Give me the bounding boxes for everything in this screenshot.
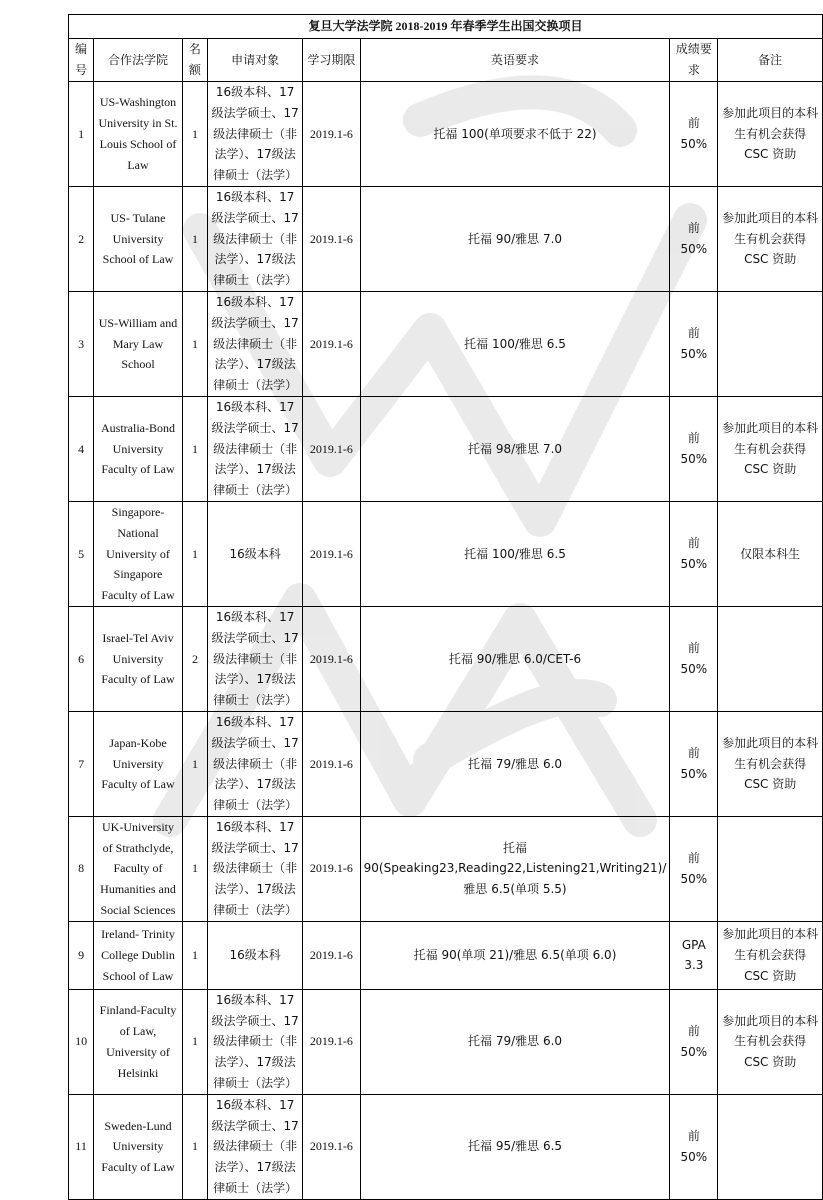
cell-english-requirement: 托福 90/雅思 7.0 xyxy=(360,186,670,291)
cell-applicants: 16级本科、17级法学硕士、17级法律硕士（非法学）、17级法律硕士（法学） xyxy=(208,1094,303,1199)
cell-note xyxy=(718,816,823,921)
cell-study-period: 2019.1-6 xyxy=(303,501,360,606)
cell-note: 仅限本科生 xyxy=(718,501,823,606)
cell-partner-school: Ireland- Trinity College Dublin School of Law xyxy=(94,921,183,989)
cell-english-requirement: 托福 90/雅思 6.0/CET-6 xyxy=(360,606,670,711)
cell-note: 参加此项目的本科生有机会获得 CSC 资助 xyxy=(718,186,823,291)
cell-english-requirement: 托福 100/雅思 6.5 xyxy=(360,501,670,606)
cell-grade-requirement: 前 50% xyxy=(670,989,718,1094)
cell-partner-school: Singapore-National University of Singapore Faculty of Law xyxy=(94,501,183,606)
cell-grade-requirement: 前 50% xyxy=(670,606,718,711)
cell-grade-requirement: 前 50% xyxy=(670,816,718,921)
cell-applicants: 16级本科、17级法学硕士、17级法律硕士（非法学）、17级法律硕士（法学） xyxy=(208,186,303,291)
table-row xyxy=(69,606,823,711)
cell-english-requirement: 托福 90(Speaking23,Reading22,Listening21,Writing21)/雅思 6.5(单项 5.5) xyxy=(360,816,670,921)
cell-note xyxy=(718,291,823,396)
cell-row-number: 2 xyxy=(69,186,94,291)
cell-partner-school: Australia-Bond University Faculty of Law xyxy=(94,396,183,501)
cell-row-number: 10 xyxy=(69,989,94,1094)
table-row xyxy=(69,186,823,291)
cell-applicants: 16级本科、17级法学硕士、17级法律硕士（非法学）、17级法律硕士（法学） xyxy=(208,711,303,816)
column-header-study-period: 学习期限 xyxy=(303,39,360,82)
column-header-number: 编号 xyxy=(69,39,94,82)
table-row xyxy=(69,711,823,816)
cell-english-requirement: 托福 79/雅思 6.0 xyxy=(360,989,670,1094)
cell-quota: 1 xyxy=(182,816,207,921)
cell-applicants: 16级本科、17级法学硕士、17级法律硕士（非法学）、17级法律硕士（法学） xyxy=(208,606,303,711)
cell-applicants: 16级本科 xyxy=(208,501,303,606)
cell-study-period: 2019.1-6 xyxy=(303,921,360,989)
cell-grade-requirement: 前 50% xyxy=(670,186,718,291)
cell-grade-requirement: 前 50% xyxy=(670,711,718,816)
header-row xyxy=(69,39,823,82)
exchange-program-table xyxy=(68,14,823,1200)
cell-applicants: 16级本科、17级法学硕士、17级法律硕士（非法学）、17级法律硕士（法学） xyxy=(208,396,303,501)
cell-study-period: 2019.1-6 xyxy=(303,186,360,291)
cell-partner-school: US-Washington University in St. Louis School of Law xyxy=(94,82,183,187)
cell-row-number: 11 xyxy=(69,1094,94,1199)
cell-study-period: 2019.1-6 xyxy=(303,82,360,187)
cell-note: 参加此项目的本科生有机会获得 CSC 资助 xyxy=(718,989,823,1094)
table-row xyxy=(69,816,823,921)
table-row xyxy=(69,921,823,989)
cell-study-period: 2019.1-6 xyxy=(303,396,360,501)
cell-row-number: 9 xyxy=(69,921,94,989)
cell-quota: 1 xyxy=(182,501,207,606)
cell-partner-school: US- Tulane University School of Law xyxy=(94,186,183,291)
cell-quota: 1 xyxy=(182,921,207,989)
table-row xyxy=(69,1094,823,1199)
table-row xyxy=(69,989,823,1094)
column-header-english-requirement: 英语要求 xyxy=(360,39,670,82)
table-row xyxy=(69,291,823,396)
table-row xyxy=(69,82,823,187)
cell-quota: 1 xyxy=(182,396,207,501)
cell-partner-school: Sweden-Lund University Faculty of Law xyxy=(94,1094,183,1199)
cell-english-requirement: 托福 100/雅思 6.5 xyxy=(360,291,670,396)
cell-grade-requirement: 前 50% xyxy=(670,396,718,501)
cell-row-number: 4 xyxy=(69,396,94,501)
cell-study-period: 2019.1-6 xyxy=(303,989,360,1094)
cell-quota: 1 xyxy=(182,1094,207,1199)
cell-note xyxy=(718,1094,823,1199)
cell-study-period: 2019.1-6 xyxy=(303,711,360,816)
cell-english-requirement: 托福 79/雅思 6.0 xyxy=(360,711,670,816)
cell-quota: 2 xyxy=(182,606,207,711)
cell-study-period: 2019.1-6 xyxy=(303,291,360,396)
cell-english-requirement: 托福 95/雅思 6.5 xyxy=(360,1094,670,1199)
cell-row-number: 8 xyxy=(69,816,94,921)
cell-english-requirement: 托福 100(单项要求不低于 22) xyxy=(360,82,670,187)
cell-partner-school: Finland-Faculty of Law, University of Helsinki xyxy=(94,989,183,1094)
cell-quota: 1 xyxy=(182,711,207,816)
cell-row-number: 5 xyxy=(69,501,94,606)
cell-study-period: 2019.1-6 xyxy=(303,1094,360,1199)
cell-partner-school: Israel-Tel Aviv University Faculty of Law xyxy=(94,606,183,711)
cell-row-number: 6 xyxy=(69,606,94,711)
cell-applicants: 16级本科、17级法学硕士、17级法律硕士（非法学）、17级法律硕士（法学） xyxy=(208,816,303,921)
cell-english-requirement: 托福 98/雅思 7.0 xyxy=(360,396,670,501)
cell-quota: 1 xyxy=(182,82,207,187)
cell-applicants: 16级本科、17级法学硕士、17级法律硕士（非法学）、17级法律硕士（法学） xyxy=(208,291,303,396)
cell-note: 参加此项目的本科生有机会获得 CSC 资助 xyxy=(718,921,823,989)
cell-grade-requirement: 前 50% xyxy=(670,1094,718,1199)
cell-note xyxy=(718,606,823,711)
column-header-quota: 名额 xyxy=(182,39,207,82)
cell-study-period: 2019.1-6 xyxy=(303,606,360,711)
cell-grade-requirement: 前 50% xyxy=(670,291,718,396)
table-row xyxy=(69,501,823,606)
cell-applicants: 16级本科 xyxy=(208,921,303,989)
cell-quota: 1 xyxy=(182,291,207,396)
cell-quota: 1 xyxy=(182,989,207,1094)
cell-partner-school: Japan-Kobe University Faculty of Law xyxy=(94,711,183,816)
cell-note: 参加此项目的本科生有机会获得 CSC 资助 xyxy=(718,711,823,816)
cell-applicants: 16级本科、17级法学硕士、17级法律硕士（非法学）、17级法律硕士（法学） xyxy=(208,82,303,187)
document-title: 复旦大学法学院 2018-2019 年春季学生出国交换项目 xyxy=(69,15,823,39)
cell-partner-school: US-William and Mary Law School xyxy=(94,291,183,396)
cell-note: 参加此项目的本科生有机会获得 CSC 资助 xyxy=(718,82,823,187)
cell-row-number: 3 xyxy=(69,291,94,396)
cell-study-period: 2019.1-6 xyxy=(303,816,360,921)
column-header-partner-school: 合作法学院 xyxy=(94,39,183,82)
column-header-applicants: 申请对象 xyxy=(208,39,303,82)
cell-english-requirement: 托福 90(单项 21)/雅思 6.5(单项 6.0) xyxy=(360,921,670,989)
column-header-notes: 备注 xyxy=(718,39,823,82)
cell-row-number: 7 xyxy=(69,711,94,816)
cell-grade-requirement: 前 50% xyxy=(670,82,718,187)
cell-quota: 1 xyxy=(182,186,207,291)
cell-note: 参加此项目的本科生有机会获得 CSC 资助 xyxy=(718,396,823,501)
cell-partner-school: UK-University of Strathclyde, Faculty of Humanities and Social Sciences xyxy=(94,816,183,921)
cell-grade-requirement: GPA 3.3 xyxy=(670,921,718,989)
cell-applicants: 16级本科、17级法学硕士、17级法律硕士（非法学）、17级法律硕士（法学） xyxy=(208,989,303,1094)
table-row xyxy=(69,396,823,501)
column-header-grade-requirement: 成绩要求 xyxy=(670,39,718,82)
cell-row-number: 1 xyxy=(69,82,94,187)
cell-grade-requirement: 前 50% xyxy=(670,501,718,606)
